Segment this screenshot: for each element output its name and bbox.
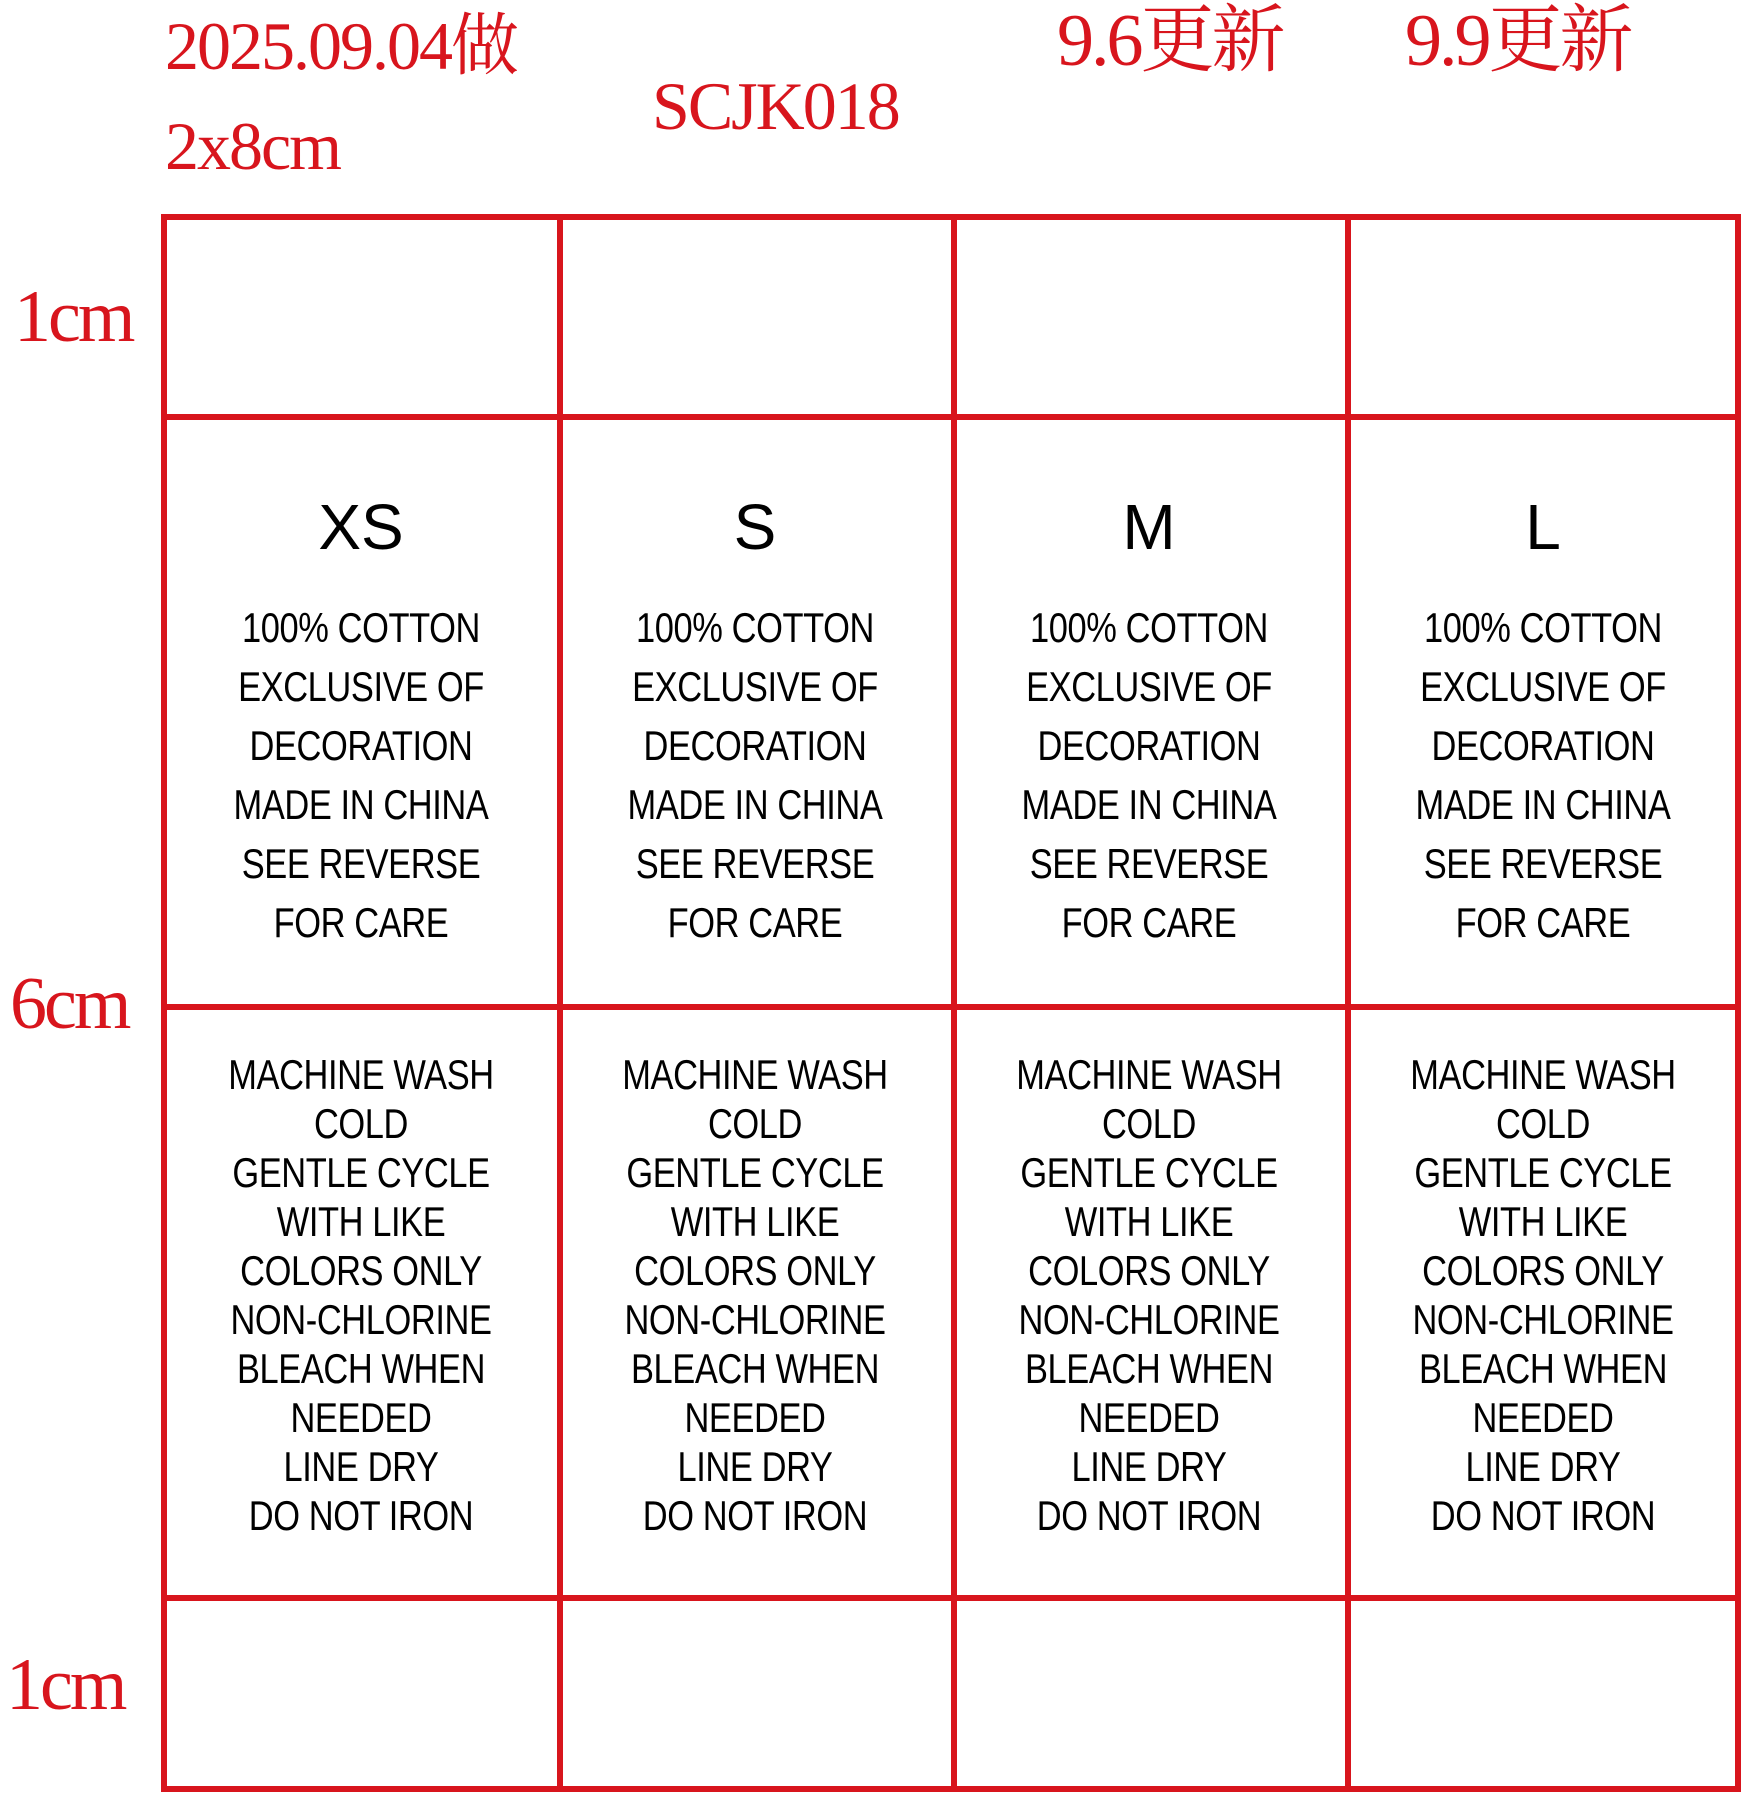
care-line: DO NOT IRON [1036,1492,1262,1539]
content-line: SEE REVERSE [1029,840,1269,887]
care-line: MACHINE WASH [228,1051,494,1098]
care-instructions-text [990,1050,1308,1540]
care-line: NEEDED [1472,1394,1614,1441]
care-line: NEEDED [684,1394,826,1441]
content-line: DECORATION [249,722,473,769]
content-line: 100% COTTON [636,604,874,651]
content-line: SEE REVERSE [241,840,481,887]
content-line: 100% COTTON [1424,604,1662,651]
care-line: BLEACH WHEN [630,1345,880,1392]
care-line: COLORS ONLY [1028,1247,1270,1294]
creation-date-label: 2025.09.04做 [165,8,518,84]
care-line: BLEACH WHEN [236,1345,486,1392]
middle-dimension: 6cm [10,963,129,1045]
label-dimensions: 2x8cm [165,108,341,184]
care-line: NON-CHLORINE [1412,1296,1674,1343]
care-line: NON-CHLORINE [624,1296,886,1343]
content-line: DECORATION [1037,722,1261,769]
content-line: FOR CARE [1061,899,1237,946]
care-line: WITH LIKE [1458,1198,1628,1245]
care-line: MACHINE WASH [1410,1051,1676,1098]
care-line: LINE DRY [677,1443,833,1490]
care-line: WITH LIKE [276,1198,446,1245]
content-line: 100% COTTON [242,604,480,651]
care-line: GENTLE CYCLE [1020,1149,1278,1196]
care-line: NEEDED [1078,1394,1220,1441]
care-line: GENTLE CYCLE [626,1149,884,1196]
size-indicator: XS [318,491,404,563]
content-line: MADE IN CHINA [233,781,489,828]
content-line: SEE REVERSE [635,840,875,887]
care-line: GENTLE CYCLE [1414,1149,1672,1196]
content-line: MADE IN CHINA [1415,781,1671,828]
care-line: BLEACH WHEN [1024,1345,1274,1392]
content-line: FOR CARE [273,899,449,946]
fabric-content-text [202,598,520,952]
content-line: 100% COTTON [1030,604,1268,651]
care-line: COLORS ONLY [240,1247,482,1294]
fabric-content-text [990,598,1308,952]
size-label-panel [561,0,949,1796]
fabric-content-text [596,598,914,952]
care-instructions-text [596,1050,914,1540]
content-line: FOR CARE [1455,899,1631,946]
size-indicator: S [733,491,777,563]
care-line: COLD [313,1100,409,1147]
size-label-panel [1349,0,1737,1796]
care-line: GENTLE CYCLE [232,1149,490,1196]
care-line: DO NOT IRON [1430,1492,1656,1539]
care-line: COLD [707,1100,803,1147]
update-note-1: 9.6更新 [1057,0,1283,82]
care-line: NON-CHLORINE [1018,1296,1280,1343]
top-margin-dimension: 1cm [14,276,133,358]
care-line: MACHINE WASH [622,1051,888,1098]
content-line: SEE REVERSE [1423,840,1663,887]
product-code: SCJK018 [652,68,899,144]
content-line: MADE IN CHINA [1021,781,1277,828]
care-instructions-text [202,1050,520,1540]
care-line: COLD [1495,1100,1591,1147]
content-line: EXCLUSIVE OF [238,663,484,710]
care-line: DO NOT IRON [248,1492,474,1539]
content-line: DECORATION [643,722,867,769]
bottom-margin-dimension: 1cm [6,1644,125,1726]
care-line: COLD [1101,1100,1197,1147]
content-line: MADE IN CHINA [627,781,883,828]
care-line: COLORS ONLY [634,1247,876,1294]
care-line: DO NOT IRON [642,1492,868,1539]
care-line: NON-CHLORINE [230,1296,492,1343]
size-label-panel [167,0,555,1796]
size-label-panel [955,0,1343,1796]
care-instructions-text [1384,1050,1702,1540]
care-line: COLORS ONLY [1422,1247,1664,1294]
care-line: WITH LIKE [670,1198,840,1245]
care-line: BLEACH WHEN [1418,1345,1668,1392]
content-line: EXCLUSIVE OF [1026,663,1272,710]
size-indicator: M [1122,491,1176,563]
size-indicator: L [1525,491,1561,563]
content-line: EXCLUSIVE OF [632,663,878,710]
care-line: LINE DRY [1465,1443,1621,1490]
content-line: FOR CARE [667,899,843,946]
care-line: MACHINE WASH [1016,1051,1282,1098]
content-line: DECORATION [1431,722,1655,769]
content-line: EXCLUSIVE OF [1420,663,1666,710]
care-line: LINE DRY [1071,1443,1227,1490]
care-line: LINE DRY [283,1443,439,1490]
update-note-2: 9.9更新 [1405,0,1631,82]
care-line: WITH LIKE [1064,1198,1234,1245]
fabric-content-text [1384,598,1702,952]
care-line: NEEDED [290,1394,432,1441]
